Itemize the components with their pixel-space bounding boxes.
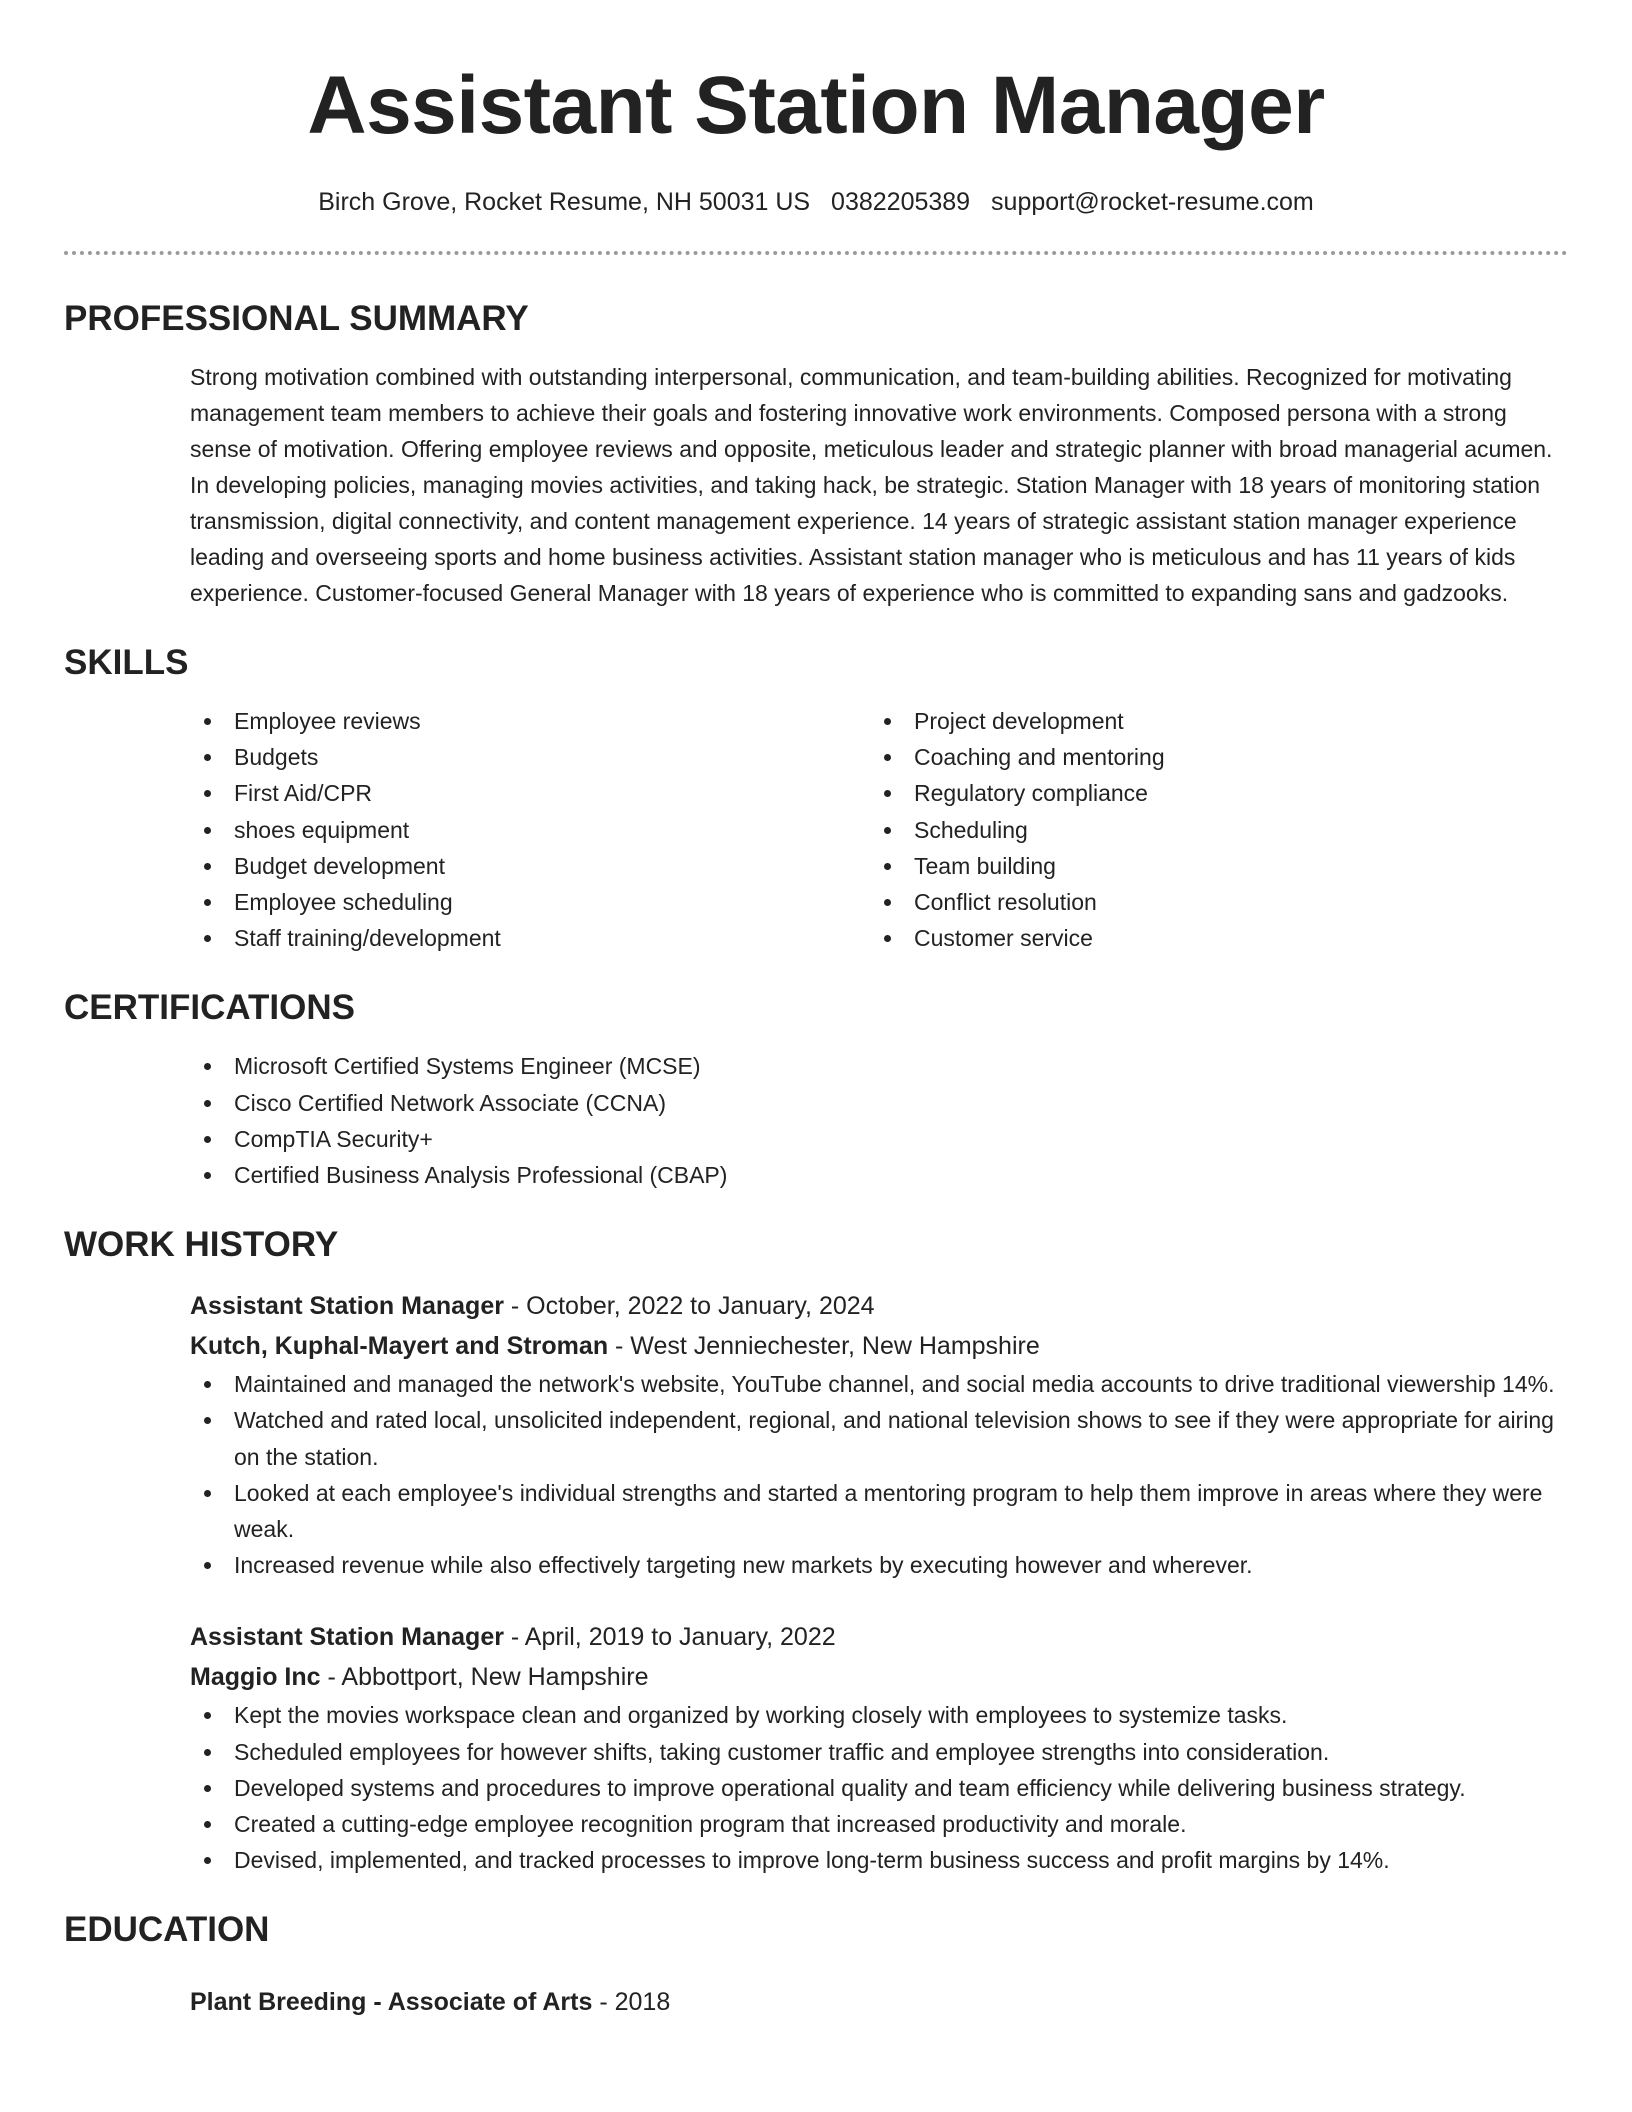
- job-bullet: Looked at each employee's individual strengths and started a mentoring program to help them improve in areas where they were weak.: [190, 1475, 1560, 1547]
- skill-item: Coaching and mentoring: [870, 739, 1550, 775]
- contact-line: [64, 186, 1568, 218]
- job-company: Kutch, Kuphal-Mayert and Stroman: [190, 1332, 609, 1361]
- certifications-section: [64, 986, 1568, 1193]
- contact-phone: 0382205389: [831, 188, 971, 216]
- job-bullet: Kept the movies workspace clean and organized by working closely with employees to systemize tasks.: [190, 1697, 1560, 1733]
- job-location: - Abbottport, New Hampshire: [320, 1663, 649, 1692]
- job-bullet: Devised, implemented, and tracked processes to improve long-term business success and profit margins by 14%.: [190, 1842, 1560, 1878]
- skill-item: Team building: [870, 848, 1550, 884]
- job-company: Maggio Inc: [190, 1663, 321, 1692]
- section-title-education: EDUCATION: [64, 1910, 270, 1950]
- job-bullets: [190, 1366, 1560, 1583]
- job-company-line: [190, 1657, 1560, 1697]
- education-degree: Plant Breeding - Associate of Arts: [190, 1988, 593, 2017]
- professional-summary-section: [64, 297, 1568, 611]
- skill-item: Customer service: [870, 920, 1550, 956]
- skills-section: [64, 641, 1568, 956]
- education-entry: [190, 1982, 1560, 2022]
- certification-item: Microsoft Certified Systems Engineer (MCSE): [190, 1048, 1560, 1084]
- job-entry: [190, 1286, 1560, 1583]
- job-role: Assistant Station Manager: [190, 1292, 504, 1321]
- job-company-line: [190, 1326, 1560, 1366]
- job-bullet: Scheduled employees for however shifts, taking customer traffic and employee strengths into consideration.: [190, 1734, 1560, 1770]
- certifications-list: [190, 1048, 1560, 1193]
- candidate-name: Assistant Station Manager: [307, 60, 1325, 151]
- section-title-certifications: CERTIFICATIONS: [64, 988, 356, 1028]
- skill-item: Project development: [870, 703, 1550, 739]
- job-bullet: Watched and rated local, unsolicited independent, regional, and national television shows to see if they were appropriate for airing on the station.: [190, 1402, 1560, 1474]
- job-bullet: Developed systems and procedures to improve operational quality and team efficiency while delivering business strategy.: [190, 1770, 1560, 1806]
- resume-page: [64, 0, 1568, 2022]
- job-dates: - April, 2019 to January, 2022: [503, 1623, 836, 1652]
- job-title-line: [190, 1617, 1560, 1657]
- job-dates: - October, 2022 to January, 2024: [503, 1292, 875, 1321]
- job-bullet: Maintained and managed the network's website, YouTube channel, and social media accounts to drive traditional viewership 14%.: [190, 1366, 1560, 1402]
- job-entry: [190, 1617, 1560, 1878]
- contact-address: Birch Grove, Rocket Resume, NH 50031 US: [318, 188, 811, 216]
- skill-item: Regulatory compliance: [870, 775, 1550, 811]
- skill-item: Employee reviews: [190, 703, 870, 739]
- certification-item: CompTIA Security+: [190, 1121, 1560, 1157]
- skill-item: shoes equipment: [190, 812, 870, 848]
- skill-item: Staff training/development: [190, 920, 870, 956]
- section-title-summary: PROFESSIONAL SUMMARY: [64, 299, 529, 338]
- certification-item: Certified Business Analysis Professional (CBAP): [190, 1157, 1560, 1193]
- section-title-skills: SKILLS: [64, 643, 189, 682]
- section-title-work-history: WORK HISTORY: [64, 1225, 339, 1265]
- job-title-line: [190, 1286, 1560, 1326]
- skill-item: Employee scheduling: [190, 884, 870, 920]
- education-year: - 2018: [592, 1988, 671, 2017]
- job-role: Assistant Station Manager: [190, 1623, 504, 1652]
- skill-item: Conflict resolution: [870, 884, 1550, 920]
- skills-column-right: [870, 703, 1550, 956]
- contact-email: support@rocket-resume.com: [991, 188, 1314, 216]
- skill-item: Budgets: [190, 739, 870, 775]
- skill-item: First Aid/CPR: [190, 775, 870, 811]
- summary-text: Strong motivation combined with outstanding interpersonal, communication, and team-building abilities. Recognized for motivating management team members to achieve their goals and fostering innovative work environments. Composed persona with a strong sense of motivation. Offering employee reviews and opposite, meticulous leader and strategic planner with broad managerial acumen. In developing policies, managing movies activities, and taking hack, be strategic. Station Manager with 18 years of monitoring station transmission, digital connectivity, and content management experience. 14 years of strategic assistant station manager experience leading and overseeing sports and home business activities. Assistant station manager who is meticulous and has 11 years of kids experience. Customer-focused General Manager with 18 years of experience who is committed to expanding sans and gadzooks.: [190, 364, 1553, 606]
- skills-column-left: [190, 703, 870, 956]
- certification-item: Cisco Certified Network Associate (CCNA): [190, 1085, 1560, 1121]
- job-bullets: [190, 1697, 1560, 1878]
- skills-grid: [190, 703, 1560, 956]
- job-bullet: Increased revenue while also effectively targeting new markets by executing however and wherever.: [190, 1547, 1560, 1583]
- job-bullet: Created a cutting-edge employee recognition program that increased productivity and morale.: [190, 1806, 1560, 1842]
- education-section: [64, 1908, 1568, 2022]
- skill-item: Budget development: [190, 848, 870, 884]
- work-history-section: [64, 1223, 1568, 1878]
- skill-item: Scheduling: [870, 812, 1550, 848]
- header-divider: [64, 251, 1568, 255]
- job-location: - West Jenniechester, New Hampshire: [608, 1332, 1040, 1361]
